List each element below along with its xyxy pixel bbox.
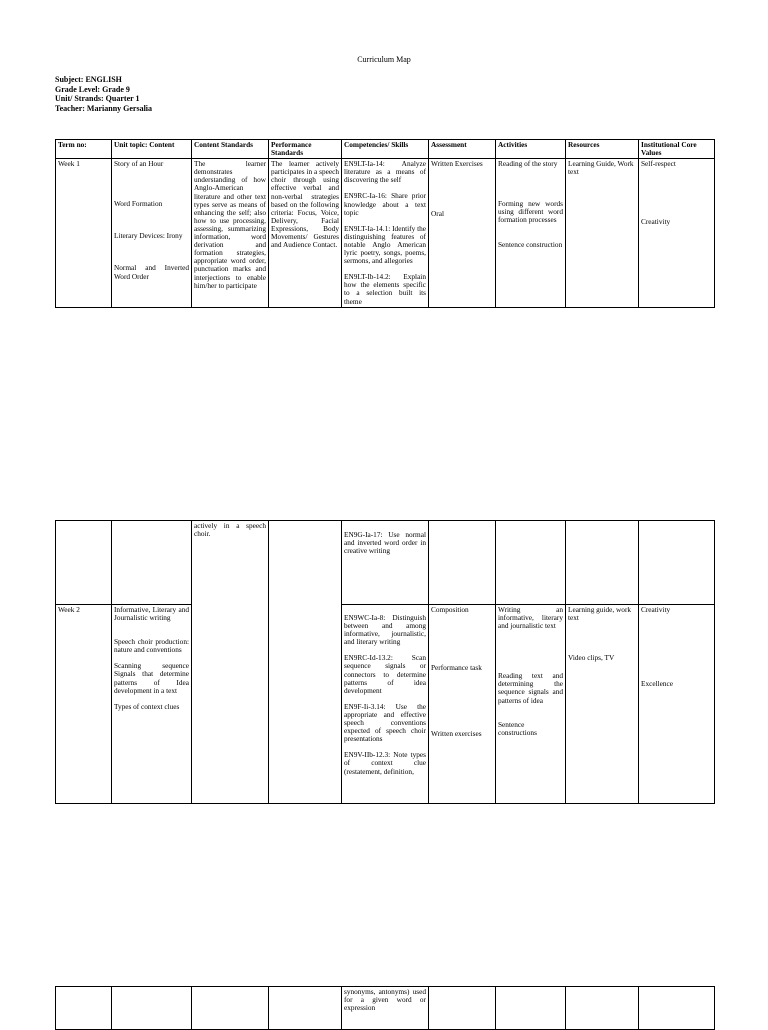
- unit-line: Unit/ Strands: Quarter 1: [55, 94, 140, 103]
- header-content-standards: Content Standards: [192, 140, 269, 159]
- activity-item: Reading text and determining the sequence signals and patterns of idea: [498, 671, 563, 705]
- value-item: Self-respect: [641, 159, 676, 169]
- topic-item: Types of context clues: [114, 701, 180, 711]
- header-row: [56, 140, 715, 159]
- week2-assessment: [429, 605, 496, 804]
- resource-item: Video clips, TV: [568, 653, 615, 663]
- curriculum-table-page2: [55, 520, 715, 804]
- competency-item: EN9LT-Ib-14.2: Explain how the elements specific to a selection built its theme: [344, 272, 426, 306]
- topic-item: Speech choir production: nature and conventions: [114, 637, 189, 655]
- cont-content-standard: actively in a speech choir.: [192, 521, 269, 804]
- document-title: Curriculum Map: [357, 55, 411, 64]
- header-term: Term no:: [56, 140, 112, 159]
- header-activities: Activities: [496, 140, 566, 159]
- week1-assessment: [429, 159, 496, 307]
- topic-item: Informative, Literary and Journalistic writing: [114, 605, 189, 623]
- assessment-item: Written Exercises: [431, 159, 483, 169]
- assessment-item: Performance task: [431, 663, 482, 673]
- continuation-row: [56, 521, 715, 605]
- activity-item: Sentence constructions: [498, 719, 537, 737]
- week1-competencies: [342, 159, 429, 307]
- curriculum-table-page1: [55, 139, 715, 308]
- grade-line: Grade Level: Grade 9: [55, 84, 130, 94]
- assessment-item: Composition: [431, 605, 469, 614]
- activity-item: Sentence construction: [498, 239, 563, 249]
- competency-item: EN9LT-Ia-14: Analyze literature as a means of discovering the self: [344, 159, 426, 185]
- week2-term: Week 2: [56, 605, 112, 804]
- week2-values: [639, 605, 715, 804]
- week1-row: [56, 159, 715, 307]
- subject-line: Subject: ENGLISH: [55, 75, 122, 84]
- topic-word-order: Normal and Inverted Word Order: [114, 263, 189, 281]
- document-meta: [55, 75, 152, 113]
- curriculum-table-page3: [55, 986, 715, 1030]
- assessment-item: Oral: [431, 209, 444, 219]
- competency-item: EN9WC-Ia-8: Distinguish between and among informative, journalistic, and literary writing: [344, 613, 426, 647]
- week1-resources: Learning Guide, Work text: [566, 159, 639, 307]
- header-assessment: Assessment: [429, 140, 496, 159]
- competency-item: EN9RC-Id-13.2: Scan sequence signals or connectors to determine patterns of idea development: [344, 653, 426, 695]
- teacher-line: Teacher: Marianny Gersalia: [55, 103, 153, 113]
- header-performance-standards: Performance Standards: [269, 140, 342, 159]
- week1-topics: [112, 159, 192, 307]
- header-competencies: Competencies/ Skills: [342, 140, 429, 159]
- competency-item: EN9V-IIb-12.3: Note types of context clue (restatement, definition,: [344, 750, 426, 776]
- topic-story: Story of an Hour: [114, 159, 164, 169]
- activity-item: Writing an informative, literary and journalistic text: [498, 605, 563, 631]
- assessment-item: Written exercises: [431, 729, 482, 739]
- continuation-row-page3: [56, 987, 715, 1030]
- week2-resources: [566, 605, 639, 804]
- topic-irony: Literary Devices: Irony: [114, 231, 183, 241]
- week2-activities: [496, 605, 566, 804]
- week2-competencies: [342, 605, 429, 804]
- header-core-values: Institutional Core Values: [639, 140, 715, 159]
- week1-activities: [496, 159, 566, 307]
- value-item: Excellence: [641, 679, 674, 689]
- value-item: Creativity: [641, 217, 671, 227]
- topic-item: Scanning sequence Signals that determine patterns of Idea development in a text: [114, 661, 189, 695]
- activity-item: Forming new words using different word formation processes: [498, 199, 563, 225]
- cont-competency-page3: synonyms, antonyms) used for a given word or expression: [342, 987, 429, 1030]
- week1-performance-standard: The learner actively participates in a speech choir through using effective verbal and non-verbal strategies based on the following criteria: Focus, Voice, Delivery, Facial Expressions, Body Movements/ Gestures and Audience Contact.: [269, 159, 342, 307]
- activity-item: Reading of the story: [498, 159, 558, 169]
- competency-item: EN9RC-Ia-16: Share prior knowledge about a text topic: [344, 191, 426, 217]
- header-resources: Resources: [566, 140, 639, 159]
- week1-term: Week 1: [56, 159, 112, 307]
- header-topic: Unit topic: Content: [112, 140, 192, 159]
- cont-competency: EN9G-Ia-17: Use normal and inverted word order in creative writing: [342, 521, 429, 605]
- competency-item: EN9LT-Ia-14.1: Identify the distinguishing features of notable Anglo American lyric poetry, songs, poems, sermons, and allegories: [344, 223, 426, 266]
- resource-item: Learning guide, work text: [568, 605, 632, 623]
- week2-row: [56, 605, 715, 804]
- week2-topics: [112, 605, 192, 804]
- week1-content-standard: The learner demonstrates understanding of how Anglo-American literature and other text types serve as means of enhancing the self; also how to use processing, assessing, summarizing information, word derivation and formation strategies, appropriate word order, punctuation marks and interjections to enable him/her to participate: [192, 159, 269, 307]
- competency-item: EN9F-Ii-3.14: Use the appropriate and effective speech conventions expected of speech choir presentations: [344, 701, 426, 744]
- topic-word-formation: Word Formation: [114, 199, 163, 209]
- week1-values: [639, 159, 715, 307]
- value-item: Creativity: [641, 605, 671, 614]
